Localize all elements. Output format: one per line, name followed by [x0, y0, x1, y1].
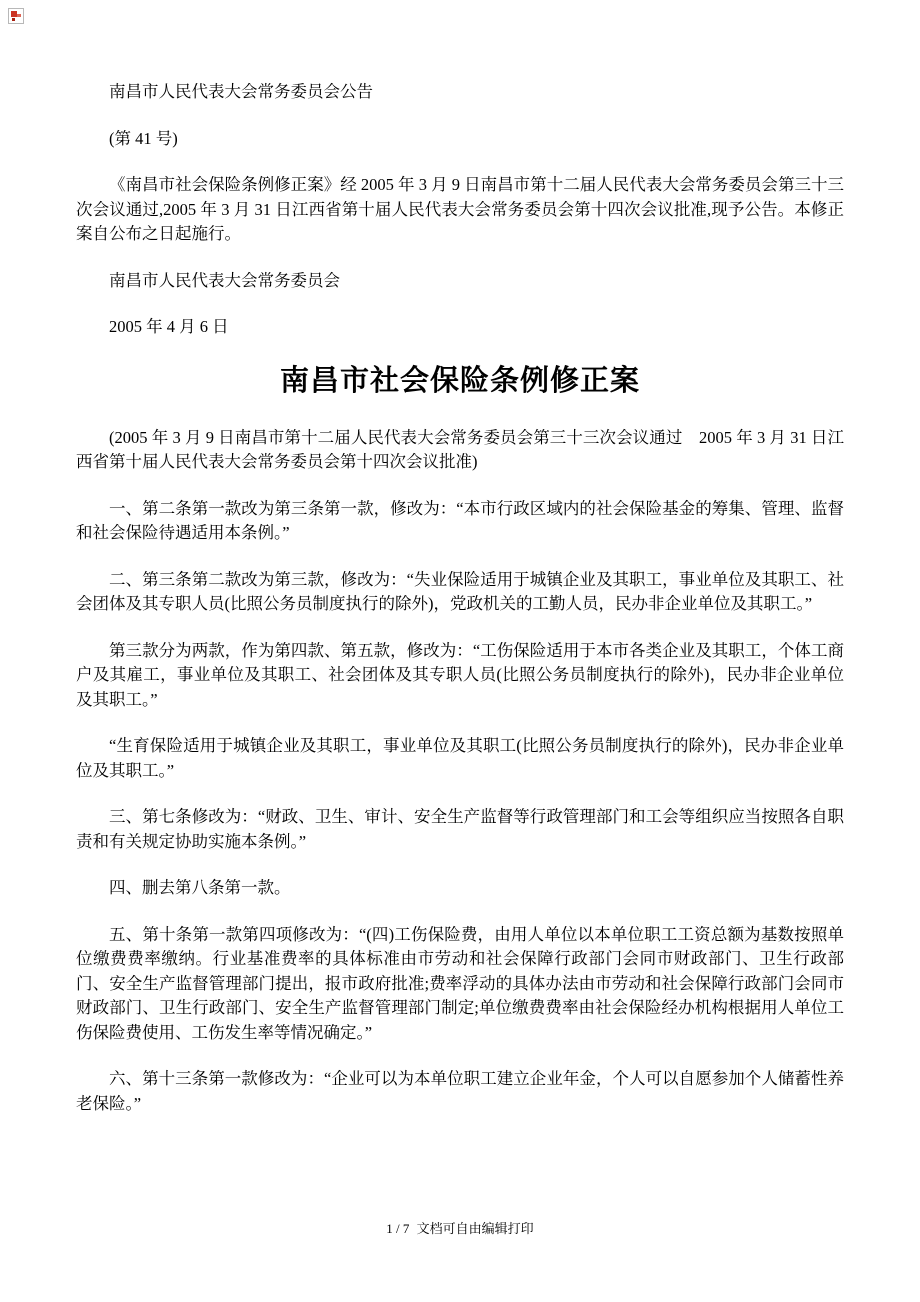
article-paragraph-4: “生育保险适用于城镇企业及其职工，事业单位及其职工(比照公务员制度执行的除外)，民办非企业单位及其职工。”: [76, 736, 844, 780]
document-title: 南昌市社会保险条例修正案: [279, 364, 640, 397]
announcement-body: 《南昌市社会保险条例修正案》经 2005 年 3 月 9 日南昌市第十二届人民代表大会常务委员会第三十三次会议通过,2005 年 3 月 31 日江西省第十届人民代表大会常务委员会第十四次会议批准,现予公告。本修正案自公布之日起施行。: [76, 175, 844, 243]
article-paragraph-6: 四、删去第八条第一款。: [109, 878, 291, 897]
announcement-number: (第 41 号): [109, 128, 178, 148]
article-paragraph-5: 三、第七条修改为：“财政、卫生、审计、安全生产监督等行政管理部门和工会等组织应当按照各自职责和有关规定协助实施本条例。”: [76, 807, 844, 851]
passage-note: (2005 年 3 月 9 日南昌市第十二届人民代表大会常务委员会第三十三次会议通过 2005 年 3 月 31 日江西省第十届人民代表大会常务委员会第十四次会议批准): [76, 427, 844, 471]
article-paragraph-3: 第三款分为两款，作为第四款、第五款，修改为：“工伤保险适用于本市各类企业及其职工，个体工商户及其雇工，事业单位及其职工、社会团体及其专职人员(比照公务员制度执行的除外)，民办非企业单位及其职工。”: [76, 640, 844, 709]
footer-note: 文档可自由编辑打印: [416, 1221, 534, 1236]
article-paragraph-2: 二、第三条第二款改为第三款，修改为：“失业保险适用于城镇企业及其职工，事业单位及其职工、社会团体及其专职人员(比照公务员制度执行的除外)，党政机关的工勤人员，民办非企业单位及其职工。”: [76, 569, 844, 613]
announcement-signature: 南昌市人民代表大会常务委员会: [109, 270, 340, 290]
article-paragraph-8: 六、第十三条第一款修改为：“企业可以为本单位职工建立企业年金，个人可以自愿参加个人储蓄性养老保险。”: [76, 1069, 844, 1113]
announcement-heading: 南昌市人民代表大会常务委员会公告: [109, 82, 373, 101]
document-content: [76, 0, 844, 1138]
page-footer: [0, 1220, 920, 1238]
article-paragraph-7: 五、第十条第一款第四项修改为：“(四)工伤保险费，由用人单位以本单位职工工资总额为基数按照单位缴费费率缴纳。行业基准费率的具体标准由市劳动和社会保障行政部门会同市财政部门、卫生行政部门、安全生产监督管理部门提出，报市政府批准;费率浮动的具体办法由市劳动和社会保障行政部门会同市财政部门、卫生行政部门、安全生产监督管理部门制定;单位缴费费率由社会保险经办机构根据用人单位工伤保险费使用、工伤发生率等情况确定。”: [76, 924, 844, 1042]
broken-image-icon: [8, 8, 24, 24]
article-paragraph-1: 一、第二条第一款改为第三条第一款，修改为：“本市行政区域内的社会保险基金的筹集、管理、监督和社会保险待遇适用本条例。”: [76, 498, 844, 542]
announcement-date: 2005 年 4 月 6 日: [109, 317, 229, 336]
page-number: 1 / 7: [386, 1221, 410, 1236]
broken-image-icon-glyph: [8, 8, 24, 24]
